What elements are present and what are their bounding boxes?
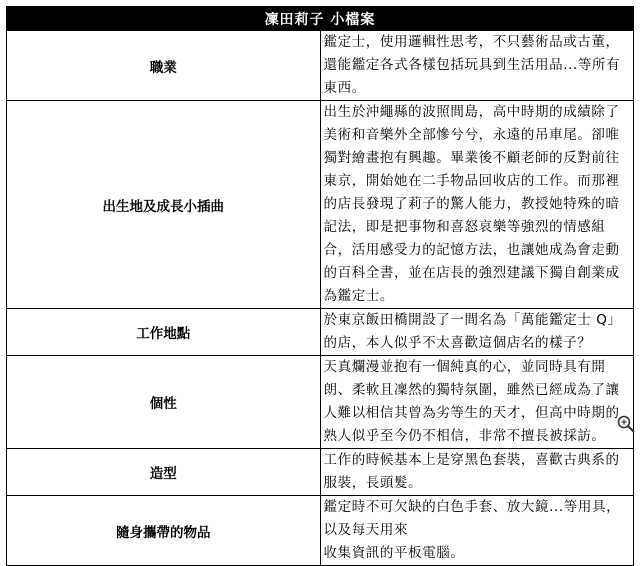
table-row (7, 449, 634, 496)
row-label-birthplace: 出生地及成長小插曲 (7, 101, 321, 309)
table-row (7, 309, 634, 356)
table-row (7, 356, 634, 449)
row-value-personality: 天真爛漫並抱有一個純真的心，並同時具有開朗、柔軟且凜然的獨特氛圍，雖然已經成為了讓人難以相信其曾為劣等生的天才，但高中時期的熟人似乎至今仍不相信，非常不擅長被採訪。 (320, 356, 634, 449)
row-value-birthplace: 出生於沖繩縣的波照間島，高中時期的成績除了美術和音樂外全部慘兮兮，永遠的吊車尾。卻唯獨對繪畫抱有興趣。畢業後不顧老師的反對前往東京，開始她在二手物品回收店的工作。而那裡的店長發現了莉子的驚人能力，教授她特殊的暗記法，即是把事物和喜怒哀樂等強烈的情感組合，活用感受力的記憶方法，也讓她成為會走動的百科全書，並在店長的強烈建議下獨自創業成為鑑定士。 (320, 101, 634, 309)
row-label-personality: 個性 (7, 356, 321, 449)
row-label-style: 造型 (7, 449, 321, 496)
title-row (7, 7, 634, 31)
items-line-1: 鑑定時不可欠缺的白色手套、放大鏡...等用具，以及每天用來 (323, 499, 621, 538)
table-title: 凜田莉子 小檔案 (7, 7, 634, 31)
row-value-style: 工作的時候基本上是穿黑色套裝，喜歡古典系的服裝，長頭髮。 (320, 449, 634, 496)
table-row (7, 496, 634, 566)
row-value-workplace: 於東京飯田橋開設了一間名為「萬能鑑定士 Q」的店，本人似乎不太喜歡這個店名的樣子？ (320, 309, 634, 356)
row-label-occupation: 職業 (7, 31, 321, 101)
row-value-items (320, 496, 634, 566)
items-line-2: 收集資訊的平板電腦。 (323, 545, 465, 561)
profile-table (6, 6, 634, 566)
row-label-items: 隨身攜帶的物品 (7, 496, 321, 566)
zoom-in-icon[interactable] (616, 414, 636, 434)
row-value-occupation: 鑑定士，使用邏輯性思考，不只藝術品或古董，還能鑑定各式各樣包括玩具到生活用品...等所有東西。 (320, 31, 634, 101)
row-label-workplace: 工作地點 (7, 309, 321, 356)
table-row (7, 101, 634, 309)
table-row (7, 31, 634, 101)
